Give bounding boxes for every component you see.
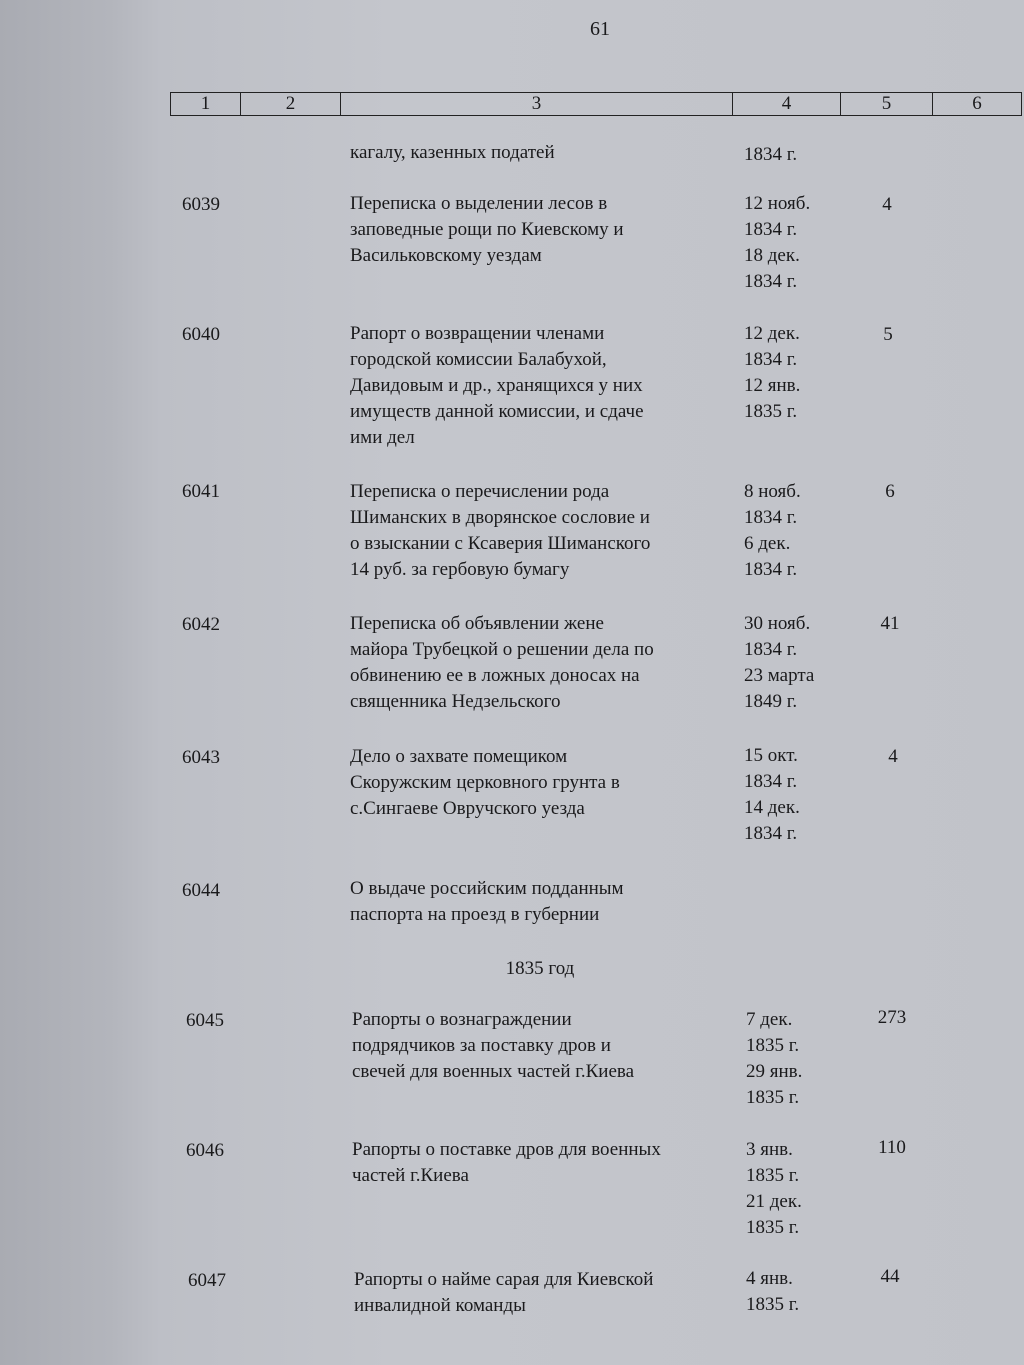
description-line: инвалидной команды: [354, 1295, 526, 1316]
description-line: О выдаче российским подданным: [350, 878, 624, 899]
description-line: Переписка о перечислении рода: [350, 481, 610, 502]
date-line: 1835 г.: [746, 1165, 800, 1186]
description-line: подрядчиков за поставку дров и: [352, 1035, 611, 1056]
entry-sheet-count: 6: [885, 481, 895, 502]
date-line: 6 дек.: [744, 533, 791, 554]
description-line: свечей для военных частей г.Киева: [352, 1061, 635, 1082]
description-line: Дело о захвате помещиком: [350, 746, 568, 767]
description-line: Рапорты о поставке дров для военных: [352, 1139, 661, 1160]
entry-description: [354, 1267, 734, 1319]
entry-dates: [744, 479, 844, 583]
description-line: с.Сингаеве Овручского уезда: [350, 798, 585, 819]
entry-sheet-count: 4: [882, 194, 892, 215]
entry-dates: [744, 321, 844, 425]
date-line: 8 нояб.: [744, 481, 801, 502]
entry-description: [350, 191, 730, 269]
entry-description: [352, 1007, 732, 1085]
date-line: 12 нояб.: [744, 193, 811, 214]
entry-sheet-count: 273: [877, 1007, 907, 1028]
date-line: 1834 г.: [744, 349, 798, 370]
entry-number: 6043: [182, 747, 220, 768]
column-header-1: 1: [171, 93, 241, 115]
continuation-dates: [744, 142, 844, 168]
column-header-5: 5: [841, 93, 933, 115]
entry-dates: [744, 743, 844, 847]
date-line: 12 янв.: [744, 375, 801, 396]
date-line: 1834 г.: [744, 144, 798, 165]
description-line: имуществ данной комиссии, и сдаче: [350, 401, 644, 422]
date-line: 1835 г.: [746, 1294, 800, 1315]
date-line: 1834 г.: [744, 771, 798, 792]
entry-description: [350, 321, 730, 451]
column-header-row: [170, 92, 1022, 116]
date-line: 1835 г.: [746, 1035, 800, 1056]
description-line: частей г.Киева: [352, 1165, 469, 1186]
date-line: 1834 г.: [744, 559, 798, 580]
entry-sheet-count: 4: [888, 746, 898, 767]
description-line: Рапорты о найме сарая для Киевской: [354, 1269, 654, 1290]
date-line: 1834 г.: [744, 507, 798, 528]
date-line: 1835 г.: [744, 401, 798, 422]
description-line: Рапорт о возвращении членами: [350, 323, 605, 344]
date-line: 1849 г.: [744, 691, 798, 712]
description-line: майора Трубецкой о решении дела по: [350, 639, 654, 660]
entry-dates: [746, 1007, 846, 1111]
date-line: 30 нояб.: [744, 613, 811, 634]
date-line: 3 янв.: [746, 1139, 793, 1160]
continuation-description: [350, 140, 730, 166]
entry-number: 6040: [182, 324, 220, 345]
date-line: 1835 г.: [746, 1087, 800, 1108]
description-line: заповедные рощи по Киевскому и: [350, 219, 624, 240]
description-line: о взыскании с Ксаверия Шиманского: [350, 533, 651, 554]
entry-number: 6045: [186, 1010, 224, 1031]
description-line: обвинению ее в ложных доносах на: [350, 665, 640, 686]
description-line: городской комиссии Балабухой,: [350, 349, 607, 370]
entry-description: [352, 1137, 732, 1189]
entry-sheet-count: 5: [883, 324, 893, 345]
description-line: 14 руб. за гербовую бумагу: [350, 559, 570, 580]
column-header-3: 3: [341, 93, 733, 115]
facing-page-bleed: [0, 0, 150, 1365]
entry-description: [350, 479, 730, 583]
entry-dates: [746, 1266, 846, 1318]
date-line: 7 дек.: [746, 1009, 793, 1030]
date-line: 1834 г.: [744, 823, 798, 844]
date-line: 1834 г.: [744, 271, 798, 292]
entry-number: 6046: [186, 1140, 224, 1161]
description-line: Васильковскому уездам: [350, 245, 542, 266]
entry-dates: [746, 1137, 846, 1241]
date-line: 1835 г.: [746, 1217, 800, 1238]
entry-description: [350, 611, 730, 715]
entry-number: 6047: [188, 1270, 226, 1291]
date-line: 4 янв.: [746, 1268, 793, 1289]
description-line: Шиманских в дворянское сословие и: [350, 507, 650, 528]
description-line: Давидовым и др., хранящихся у них: [350, 375, 643, 396]
entry-number: 6041: [182, 481, 220, 502]
description-line: Скоружским церковного грунта в: [350, 772, 620, 793]
entry-dates: [744, 191, 844, 295]
description-line: Переписка о выделении лесов в: [350, 193, 608, 214]
entry-sheet-count: 44: [880, 1266, 900, 1287]
year-heading: 1835 год: [505, 958, 575, 979]
date-line: 12 дек.: [744, 323, 800, 344]
date-line: 1834 г.: [744, 219, 798, 240]
description-line: паспорта на проезд в губернии: [350, 904, 600, 925]
date-line: 18 дек.: [744, 245, 800, 266]
column-header-2: 2: [241, 93, 341, 115]
entry-number: 6044: [182, 880, 220, 901]
entry-number: 6039: [182, 194, 220, 215]
entry-sheet-count: 41: [880, 613, 900, 634]
entry-number: 6042: [182, 614, 220, 635]
date-line: 21 дек.: [746, 1191, 802, 1212]
description-line: кагалу, казенных податей: [350, 142, 555, 163]
entry-sheet-count: 110: [878, 1137, 906, 1158]
column-header-6: 6: [972, 93, 982, 114]
date-line: 14 дек.: [744, 797, 800, 818]
description-line: Переписка об объявлении жене: [350, 613, 604, 634]
description-line: Рапорты о вознаграждении: [352, 1009, 572, 1030]
date-line: 23 марта: [744, 665, 815, 686]
date-line: 15 окт.: [744, 745, 798, 766]
entry-description: [350, 744, 730, 822]
description-line: священника Недзельского: [350, 691, 561, 712]
column-header-4: 4: [733, 93, 841, 115]
entry-description: [350, 876, 730, 928]
entry-dates: [744, 611, 844, 715]
date-line: 29 янв.: [746, 1061, 803, 1082]
description-line: ими дел: [350, 427, 415, 448]
date-line: 1834 г.: [744, 639, 798, 660]
page-number: 61: [590, 18, 610, 40]
